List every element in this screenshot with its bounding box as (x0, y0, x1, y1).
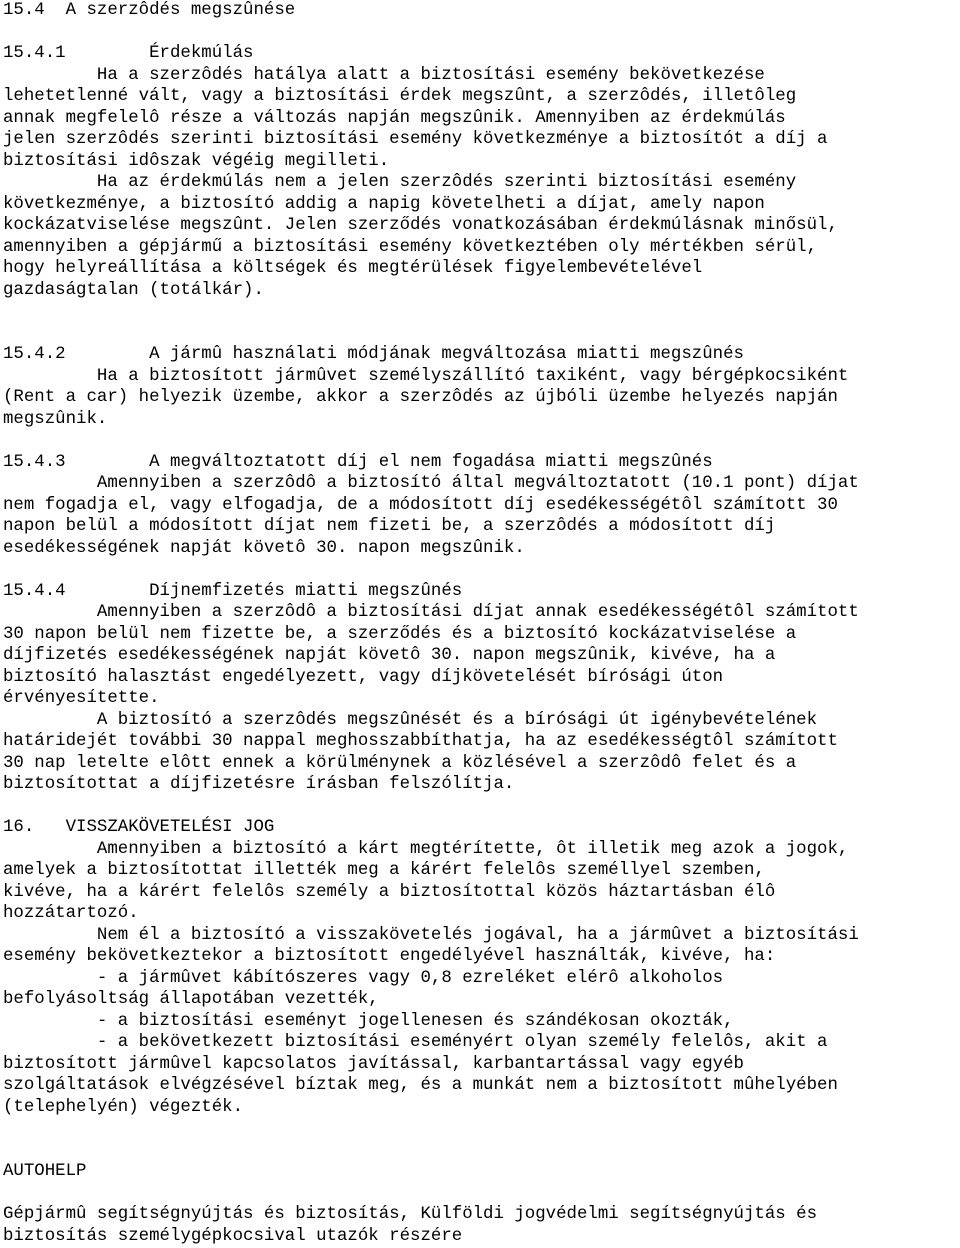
paragraph-line: Nem él a biztosító a visszakövetelés jogával, ha a jármûvet a biztosítási (3, 925, 859, 945)
paragraph-line: esedékességének napját követô 30. napon megszûnik. (3, 538, 525, 558)
section-heading: 15.4.3 A megváltoztatott díj el nem fogadása miatti megszûnés (3, 452, 713, 472)
paragraph-line: Amennyiben a szerzôdô a biztosítási díjat annak esedékességétôl számított (3, 603, 859, 622)
paragraph-line: díjfizetés esedékességének napját követô 30. napon megszûnik, kivéve, ha a (3, 646, 776, 665)
paragraph-line: kivéve, ha a kárért felelôs személy a biztosítottal közös háztartásban élô (3, 882, 776, 902)
section-title: 15.4 A szerzôdés megszûnése (3, 1, 296, 20)
paragraph-line: jelen szerzôdés szerinti biztosítási esemény következménye a biztosítót a díj a (3, 130, 828, 149)
paragraph-line: 30 nap letelte elôtt ennek a körülménynek a közlésével a szerzôdô felet és a (3, 753, 797, 773)
paragraph-line: lehetetlenné vált, vagy a biztosítási érdek megszûnt, a szerzôdés, illetôleg (3, 87, 797, 106)
paragraph-line: esemény bekövetkeztekor a biztosított engedélyével használták, kivéve, ha: (3, 947, 776, 966)
paragraph-line: amelyek a biztosítottat illették meg a kárért felelôs személlyel szemben, (3, 861, 765, 880)
spacer (3, 22, 960, 44)
paragraph-line: megszûnik. (3, 409, 108, 429)
section-heading: 15.4.1 Érdekmúlás (3, 44, 254, 63)
paragraph-line: biztosítottat a díjfizetésre írásban felszólítja. (3, 775, 515, 794)
spacer (3, 430, 960, 452)
section-heading: 15.4.2 A jármû használati módjának megváltozása miatti megszûnés (3, 345, 744, 364)
section-15-4-1 (3, 43, 960, 301)
spacer (3, 1118, 960, 1140)
paragraph-line: biztosítási idôszak végéig megilleti. (3, 151, 390, 171)
paragraph-line: amennyiben a gépjármű a biztosítási esemény következtében oly mértékben sérül, (3, 237, 818, 257)
paragraph-line: nem fogadja el, vagy elfogadja, de a módosított díj esedékességétôl számított 30 (3, 495, 838, 515)
section-16 (3, 817, 960, 1118)
autohelp-title: AUTOHELP (3, 1162, 87, 1181)
section-15-4-4 (3, 581, 960, 796)
spacer (3, 323, 960, 345)
paragraph-line: A biztosító a szerzôdés megszûnését és a bírósági út igénybevételének (3, 710, 818, 730)
document-page (3, 0, 960, 1247)
spacer (3, 559, 960, 581)
paragraph-line: gazdaságtalan (totálkár). (3, 280, 264, 300)
paragraph-line: kockázatviselése megszûnt. Jelen szerződés vonatkozásában érdekmúlásnak minősül, (3, 216, 838, 235)
list-item: - a biztosítási eseményt jogellenesen és szándékosan okozták, (3, 1011, 734, 1031)
paragraph-line: hozzátartozó. (3, 904, 139, 923)
paragraph-line: határidejét további 30 nappal meghosszabbíthatja, ha az esedékességtôl számított (3, 732, 838, 751)
list-item: - a jármûvet kábítószeres vagy 0,8 ezreléket elérô alkoholos (3, 968, 724, 988)
paragraph-line: Amennyiben a biztosító a kárt megtérítette, ôt illetik meg azok a jogok, (3, 839, 849, 859)
section-heading: 15.4.4 Díjnemfizetés miatti megszûnés (3, 581, 463, 601)
spacer (3, 796, 960, 818)
paragraph-line: (telephelyén) végezték. (3, 1097, 244, 1117)
paragraph-line: 30 napon belül nem fizette be, a szerződés és a biztosító kockázatviselése a (3, 624, 797, 644)
list-item: - a bekövetkezett biztosítási eseményért olyan személy felelôs, akit a (3, 1033, 828, 1052)
paragraph-line: befolyásoltság állapotában vezették, (3, 990, 379, 1009)
section-heading: 16. VISSZAKÖVETELÉSI JOG (3, 818, 275, 837)
spacer (3, 1183, 960, 1205)
paragraph-line: biztosító halasztást engedélyezett, vagy díjkövetelését bírósági úton (3, 667, 724, 687)
autohelp-section (3, 1161, 960, 1247)
paragraph-line: hogy helyreállítása a költségek és megtérülések figyelembevételével (3, 259, 703, 278)
paragraph-line: (Rent a car) helyezik üzembe, akkor a szerzôdés az újbóli üzembe helyezés napján (3, 388, 838, 407)
section-15-4-3 (3, 452, 960, 560)
paragraph-line: Amennyiben a szerzôdô a biztosító által megváltoztatott (10.1 pont) díjat (3, 474, 859, 493)
paragraph-line: Ha a biztosított jármûvet személyszállító taxiként, vagy bérgépkocsiként (3, 366, 849, 386)
paragraph-line: érvényesítette. (3, 689, 160, 708)
paragraph-line: napon belül a módosított díjat nem fizeti be, a szerzôdés a módosított díj (3, 517, 776, 536)
paragraph-line: Ha a szerzôdés hatálya alatt a biztosítási esemény bekövetkezése (3, 65, 765, 85)
autohelp-subtitle-line: biztosítás személygépkocsival utazók részére (3, 1226, 463, 1246)
paragraph-line: annak megfelelô része a változás napján megszûnik. Amennyiben az érdekmúlás (3, 108, 786, 128)
paragraph-line: Ha az érdekmúlás nem a jelen szerzôdés szerinti biztosítási esemény (3, 173, 797, 192)
paragraph-line: következménye, a biztosító addig a napig követelheti a díjat, amely napon (3, 194, 765, 214)
spacer (3, 1140, 960, 1162)
autohelp-subtitle-line: Gépjármû segítségnyújtás és biztosítás, Külföldi jogvédelmi segítségnyújtás és (3, 1205, 818, 1224)
paragraph-line: szolgáltatások elvégzésével bíztak meg, és a munkát nem a biztosított mûhelyében (3, 1076, 838, 1095)
section-15-4-2 (3, 344, 960, 430)
spacer (3, 301, 960, 323)
paragraph-line: biztosított jármûvel kapcsolatos javítással, karbantartással vagy egyéb (3, 1054, 744, 1074)
